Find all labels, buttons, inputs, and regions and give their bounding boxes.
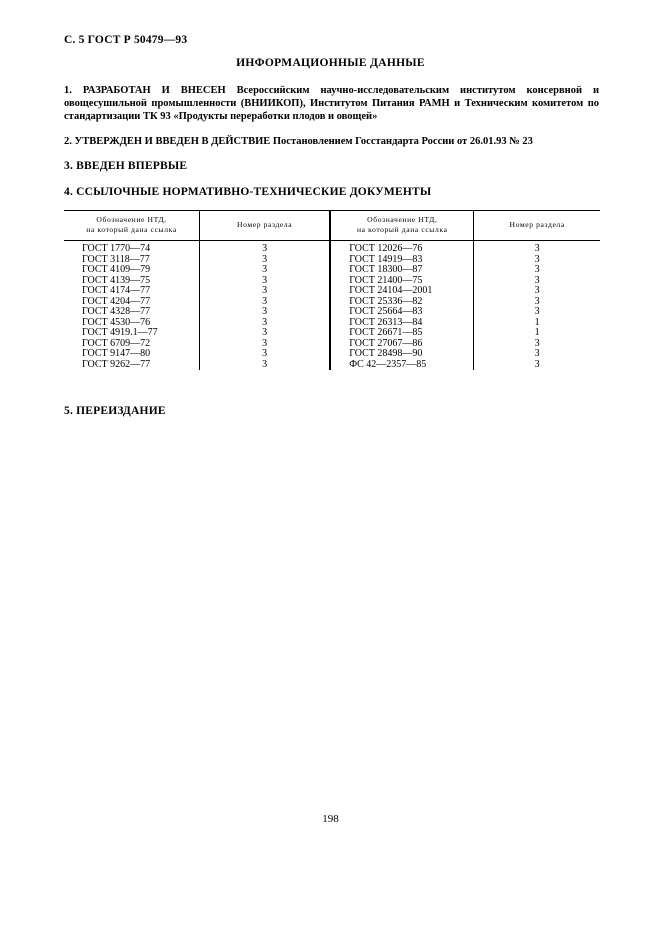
references-table-body — [64, 241, 600, 371]
table-row — [64, 265, 600, 276]
right-doc-cell: ГОСТ 28498—90 — [330, 349, 474, 360]
left-doc-cell: ГОСТ 4204—77 — [82, 295, 151, 307]
right-doc-cell: ГОСТ 25336—82 — [330, 297, 474, 308]
left-doc-cell: ГОСТ 9262—77 — [82, 358, 151, 370]
right-doc-cell: ГОСТ 14919—83 — [330, 255, 474, 266]
item-text: РАЗРАБОТАН И ВНЕСЕН Всероссийским научно-исследовательским институтом консервной и овощесушильной промышленности (ВНИИКОП), Институтом Питания РАМН и Техническим комитетом по стандартизации ТК 93 «Продукты переработки плодов и овощей» — [64, 85, 599, 122]
left-section-cell: 3 — [200, 286, 331, 297]
right-section-cell: 3 — [474, 360, 600, 371]
left-doc-cell: ГОСТ 1770—74 — [82, 243, 151, 254]
left-section-cell: 3 — [200, 318, 331, 329]
right-doc-cell: ФС 42—2357—85 — [330, 360, 474, 371]
left-doc-cell: ГОСТ 4174—77 — [82, 285, 151, 296]
item-number: 2. — [64, 136, 72, 147]
right-section-cell: 3 — [474, 307, 600, 318]
header-section-left: Номер раздела — [200, 211, 331, 241]
right-section-cell: 1 — [474, 328, 600, 339]
right-section-cell: 3 — [474, 276, 600, 287]
header-doc-line2: на который дана ссылка — [86, 225, 177, 234]
item-text: ССЫЛОЧНЫЕ НОРМАТИВНО-ТЕХНИЧЕСКИЕ ДОКУМЕНТЫ — [76, 186, 432, 198]
left-section-cell: 3 — [200, 265, 331, 276]
right-section-cell: 3 — [474, 241, 600, 255]
table-row — [64, 349, 600, 360]
item-text: ПЕРЕИЗДАНИЕ — [76, 405, 166, 417]
right-section-cell: 3 — [474, 255, 600, 266]
right-doc-cell: ГОСТ 24104—2001 — [330, 286, 474, 297]
left-section-cell: 3 — [200, 241, 331, 255]
item-number: 1. — [64, 85, 72, 96]
item-4 — [64, 186, 431, 198]
right-section-cell: 3 — [474, 286, 600, 297]
right-doc-cell: ГОСТ 12026—76 — [330, 241, 474, 255]
item-number: 3. — [64, 160, 74, 172]
item-number: 4. — [64, 186, 74, 198]
item-text: УТВЕРЖДЕН И ВВЕДЕН В ДЕЙСТВИЕ Постановлением Госстандарта России от 26.01.93 № 23 — [74, 136, 533, 147]
left-section-cell: 3 — [200, 360, 331, 371]
item-3 — [64, 160, 187, 172]
right-section-cell: 1 — [474, 318, 600, 329]
references-table — [64, 210, 600, 370]
left-section-cell: 3 — [200, 307, 331, 318]
left-section-cell: 3 — [200, 339, 331, 350]
left-doc-cell: ГОСТ 4530—76 — [82, 316, 151, 328]
item-5 — [64, 405, 166, 417]
header-doc-line1: Обозначение НТД, — [96, 215, 167, 224]
table-row — [64, 328, 600, 339]
header-section-right: Номер раздела — [474, 211, 600, 241]
left-section-cell: 3 — [200, 255, 331, 266]
table-row — [64, 307, 600, 318]
left-section-cell: 3 — [200, 276, 331, 287]
item-2 — [64, 135, 599, 148]
header-doc-left — [64, 211, 200, 241]
table-row — [64, 286, 600, 297]
left-section-cell: 3 — [200, 297, 331, 308]
right-section-cell: 3 — [474, 339, 600, 350]
left-section-cell: 3 — [200, 328, 331, 339]
right-doc-cell: ГОСТ 26671—85 — [330, 328, 474, 339]
header-doc-line1: Обозначение НТД, — [367, 215, 438, 224]
item-text: ВВЕДЕН ВПЕРВЫЕ — [76, 160, 188, 172]
left-doc-cell: ГОСТ 6709—72 — [82, 337, 151, 349]
page-header-reference: С. 5 ГОСТ Р 50479—93 — [64, 34, 188, 46]
item-1 — [64, 84, 599, 123]
right-doc-cell: ГОСТ 25664—83 — [330, 307, 474, 318]
left-section-cell: 3 — [200, 349, 331, 360]
table-row — [64, 241, 600, 255]
right-doc-cell: ГОСТ 21400—75 — [330, 276, 474, 287]
item-number: 5. — [64, 405, 74, 417]
left-doc-cell: ГОСТ 4139—75 — [82, 274, 151, 286]
left-doc-cell: ГОСТ 4328—77 — [82, 306, 151, 317]
left-doc-cell: ГОСТ 9147—80 — [82, 348, 151, 359]
left-doc-cell: ГОСТ 4109—79 — [82, 264, 151, 275]
table-row — [64, 360, 600, 371]
right-section-cell: 3 — [474, 297, 600, 308]
right-doc-cell: ГОСТ 27067—86 — [330, 339, 474, 350]
page-title: ИНФОРМАЦИОННЫЕ ДАННЫЕ — [236, 57, 425, 69]
right-section-cell: 3 — [474, 349, 600, 360]
header-doc-line2: на который дана ссылка — [356, 225, 448, 234]
right-section-cell: 3 — [474, 265, 600, 276]
right-doc-cell: ГОСТ 18300—87 — [330, 265, 474, 276]
page-number: 198 — [322, 813, 339, 825]
left-doc-cell: ГОСТ 4919.1—77 — [82, 327, 158, 338]
header-doc-right — [330, 211, 474, 241]
table-header-row — [64, 211, 600, 241]
left-doc-cell: ГОСТ 3118—77 — [82, 253, 150, 265]
right-doc-cell: ГОСТ 26313—84 — [330, 318, 474, 329]
